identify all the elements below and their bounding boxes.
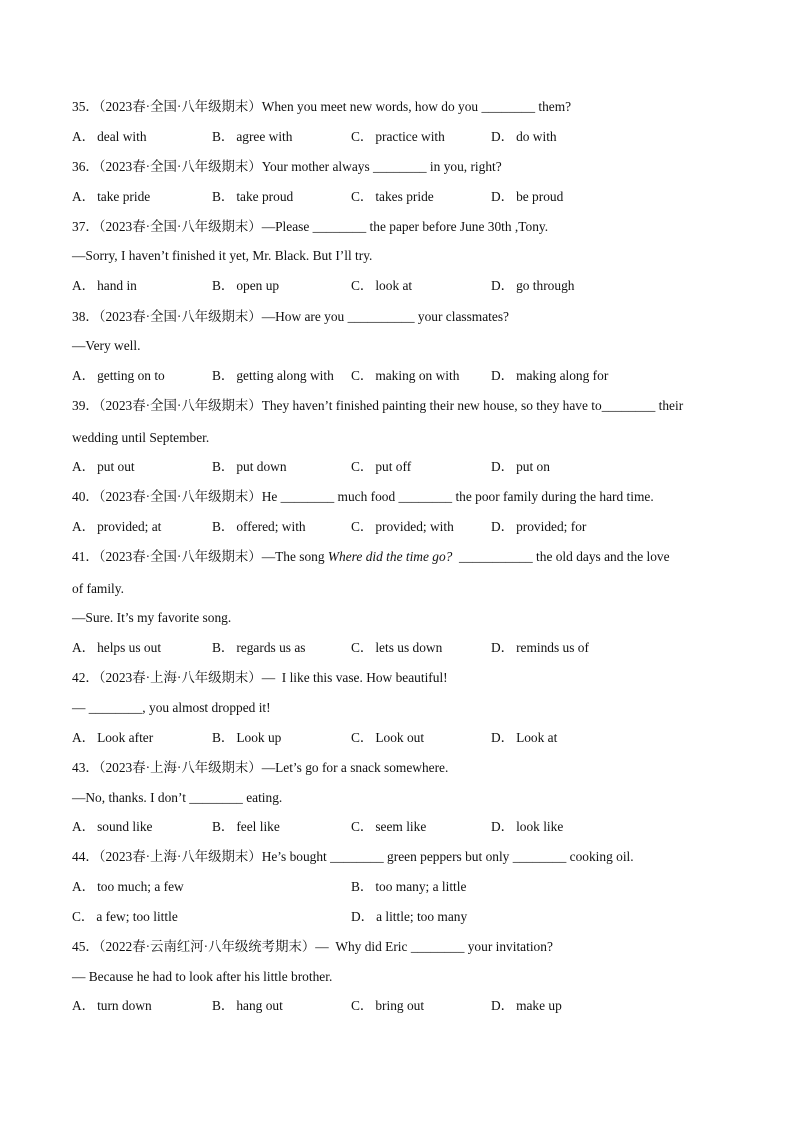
question-45-reply: — Because he had to look after his little brother. [72, 969, 333, 984]
option-b[interactable]: B． Look up [212, 730, 282, 745]
question-text: — I like this vase. How beautiful! [261, 670, 448, 685]
question-43-reply: —No, thanks. I don’t ________ eating. [72, 790, 283, 805]
option-b[interactable]: B． feel like [212, 819, 280, 834]
question-41-stem [72, 548, 740, 566]
option-a[interactable]: A． put out [72, 459, 135, 474]
question-37-reply: —Sorry, I haven’t finished it yet, Mr. Black. But I’ll try. [72, 248, 373, 263]
question-42-reply: — ________, you almost dropped it! [72, 700, 271, 715]
question-text: ___________ the old days and the love [452, 549, 670, 564]
option-a[interactable]: A． helps us out [72, 640, 162, 655]
song-title: Where did the time go? [327, 549, 453, 564]
option-d[interactable]: D． put on [491, 459, 550, 474]
question-number: 41． [72, 549, 99, 564]
question-source: （2023春·全国·八年级期末） [98, 549, 262, 564]
option-b[interactable]: B． too many; a little [351, 879, 467, 894]
question-45-stem [72, 938, 740, 956]
question-text: They haven’t finished painting their new house, so they have to________ their [261, 398, 684, 413]
option-c[interactable]: C． lets us down [351, 640, 443, 655]
option-a[interactable]: A． getting on to [72, 368, 165, 383]
question-number: 39． [72, 398, 99, 413]
option-a[interactable]: A． provided; at [72, 519, 162, 534]
option-d[interactable]: D． be proud [491, 189, 564, 204]
option-c[interactable]: C． making on with [351, 368, 460, 383]
option-d[interactable]: D． reminds us of [491, 640, 589, 655]
question-text: —The song [261, 549, 328, 564]
question-source: （2023春·全国·八年级期末） [98, 398, 262, 413]
option-a[interactable]: A． sound like [72, 819, 153, 834]
question-text: He’s bought ________ green peppers but only ________ cooking oil. [261, 849, 634, 864]
question-source: （2023春·上海·八年级期末） [98, 760, 262, 775]
question-text: —Please ________ the paper before June 30th ,Tony. [261, 219, 549, 234]
option-d[interactable]: D． Look at [491, 730, 558, 745]
question-text: —Let’s go for a snack somewhere. [261, 760, 449, 775]
question-source: （2023春·全国·八年级期末） [98, 99, 262, 114]
option-c[interactable]: C． provided; with [351, 519, 454, 534]
question-44-stem [72, 848, 740, 866]
question-35-stem [72, 98, 740, 116]
option-d[interactable]: D． provided; for [491, 519, 587, 534]
question-37-stem [72, 218, 740, 236]
option-c[interactable]: C． a few; too little [72, 909, 178, 924]
option-c[interactable]: C． practice with [351, 129, 445, 144]
option-d[interactable]: D． go through [491, 278, 575, 293]
option-d[interactable]: D． making along for [491, 368, 609, 383]
question-source: （2023春·全国·八年级期末） [98, 159, 262, 174]
option-c[interactable]: C． seem like [351, 819, 427, 834]
question-41-reply: —Sure. It’s my favorite song. [72, 610, 232, 625]
question-source: （2023春·上海·八年级期末） [98, 849, 262, 864]
question-38-reply: —Very well. [72, 338, 141, 353]
option-a[interactable]: A． deal with [72, 129, 147, 144]
question-number: 38． [72, 309, 99, 324]
question-text: —How are you __________ your classmates? [261, 309, 509, 324]
question-source: （2023春·全国·八年级期末） [98, 219, 262, 234]
question-text: When you meet new words, how do you ________ them? [261, 99, 572, 114]
question-38-stem [72, 308, 740, 326]
question-number: 40． [72, 489, 99, 504]
option-c[interactable]: C． Look out [351, 730, 425, 745]
question-number: 36． [72, 159, 99, 174]
question-source: （2023春·全国·八年级期末） [98, 489, 262, 504]
question-number: 44． [72, 849, 99, 864]
question-number: 43． [72, 760, 99, 775]
option-b[interactable]: B． getting along with [212, 368, 334, 383]
question-36-stem [72, 158, 740, 176]
option-c[interactable]: C． bring out [351, 998, 425, 1013]
question-40-stem [72, 488, 740, 506]
option-b[interactable]: B． regards us as [212, 640, 306, 655]
option-a[interactable]: A． Look after [72, 730, 154, 745]
option-b[interactable]: B． open up [212, 278, 280, 293]
question-text: Your mother always ________ in you, right? [261, 159, 502, 174]
question-number: 42． [72, 670, 99, 685]
option-c[interactable]: C． put off [351, 459, 412, 474]
option-a[interactable]: A． too much; a few [72, 879, 184, 894]
option-b[interactable]: B． take proud [212, 189, 294, 204]
question-source: （2023春·上海·八年级期末） [98, 670, 262, 685]
question-source: （2022春·云南红河·八年级统考期末） [98, 939, 316, 954]
option-d[interactable]: D． look like [491, 819, 564, 834]
option-b[interactable]: B． hang out [212, 998, 283, 1013]
question-43-stem [72, 759, 740, 777]
option-a[interactable]: A． turn down [72, 998, 152, 1013]
option-a[interactable]: A． take pride [72, 189, 151, 204]
question-text: He ________ much food ________ the poor family during the hard time. [261, 489, 654, 504]
option-d[interactable]: D． do with [491, 129, 557, 144]
question-41-continued: of family. [72, 581, 124, 596]
question-39-continued: wedding until September. [72, 430, 210, 445]
question-source: （2023春·全国·八年级期末） [98, 309, 262, 324]
question-number: 45． [72, 939, 99, 954]
option-a[interactable]: A． hand in [72, 278, 137, 293]
option-b[interactable]: B． agree with [212, 129, 293, 144]
option-d[interactable]: D． a little; too many [351, 909, 468, 924]
question-text: — Why did Eric ________ your invitation? [315, 939, 553, 954]
option-d[interactable]: D． make up [491, 998, 562, 1013]
question-42-stem [72, 669, 740, 687]
option-c[interactable]: C． takes pride [351, 189, 434, 204]
option-c[interactable]: C． look at [351, 278, 413, 293]
question-39-stem [72, 397, 740, 415]
question-number: 37． [72, 219, 99, 234]
option-b[interactable]: B． offered; with [212, 519, 306, 534]
question-number: 35． [72, 99, 99, 114]
option-b[interactable]: B． put down [212, 459, 287, 474]
